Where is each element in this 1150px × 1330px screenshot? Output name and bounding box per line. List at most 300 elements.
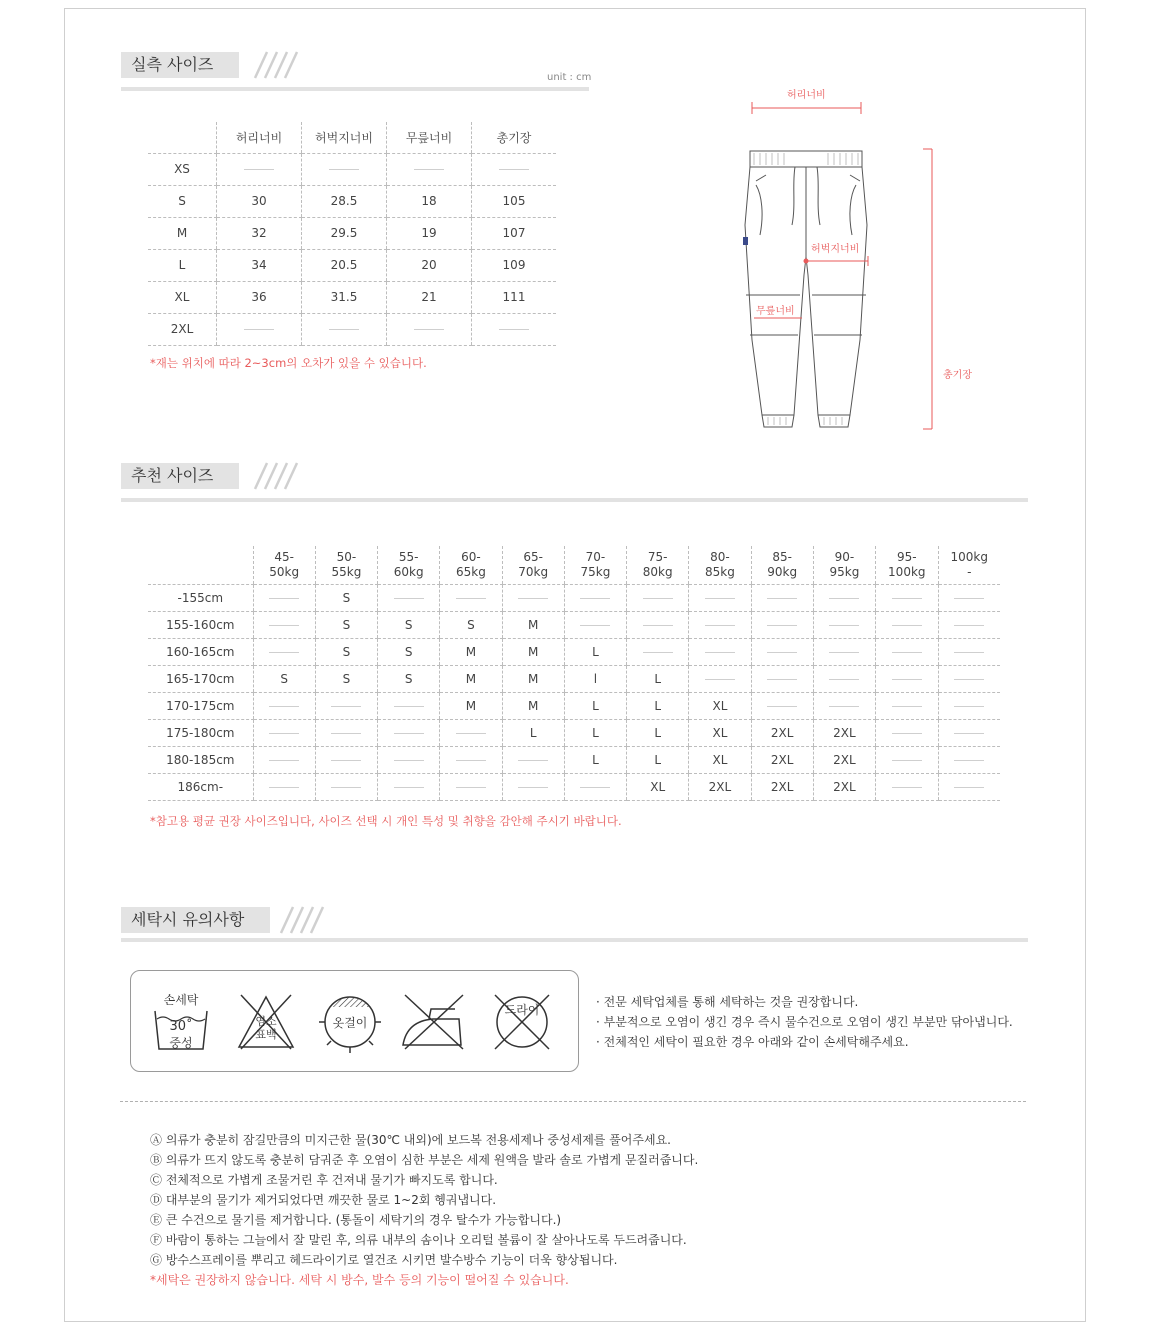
- measurement-note: *재는 위치에 따라 2~3cm의 오차가 있을 수 있습니다.: [150, 356, 427, 370]
- weight-header: [689, 546, 751, 584]
- table-row: [148, 217, 556, 249]
- table-cell: 29.5: [302, 217, 387, 249]
- empty-dash: [414, 329, 444, 330]
- table-cell: [440, 719, 502, 746]
- table-cell: 2XL: [689, 773, 751, 800]
- weight-header-line: 75kg: [580, 564, 611, 579]
- pants-diagram: [740, 85, 980, 435]
- step-e: Ⓔ 큰 수건으로 물기를 제거합니다. (통돌이 세탁기의 경우 탈수가 가능합니다.): [150, 1213, 562, 1227]
- empty-dash: [518, 760, 548, 761]
- table-cell: 155-160cm: [148, 611, 253, 638]
- empty-dash: [829, 625, 859, 626]
- empty-dash: [456, 598, 486, 599]
- table-cell: XL: [689, 692, 751, 719]
- empty-dash: [954, 679, 984, 680]
- slash-decoration-icon: [233, 48, 303, 82]
- table-cell: [689, 665, 751, 692]
- section-title: 추천 사이즈: [121, 463, 239, 489]
- table-cell: [472, 313, 557, 345]
- table-cell: 180-185cm: [148, 746, 253, 773]
- weight-header-line: 80kg: [642, 564, 673, 579]
- table-cell: M: [502, 665, 564, 692]
- handwash-neutral-label: 중성: [169, 1036, 193, 1050]
- table-cell: 2XL: [813, 746, 875, 773]
- unit-label: unit : cm: [547, 72, 592, 83]
- weight-header-line: 95kg: [829, 564, 860, 579]
- table-row: [148, 249, 556, 281]
- table-cell: [876, 692, 938, 719]
- empty-dash: [829, 652, 859, 653]
- table-cell: [751, 611, 813, 638]
- table-cell: XL: [148, 281, 217, 313]
- no-iron-icon: [399, 991, 469, 1053]
- table-cell: S: [253, 665, 315, 692]
- table-cell: 36: [217, 281, 302, 313]
- weight-header: [253, 546, 315, 584]
- measurement-table: [148, 122, 556, 346]
- thigh-label: 허벅지너비: [811, 244, 860, 255]
- table-cell: [813, 692, 875, 719]
- weight-header: [938, 546, 1000, 584]
- empty-dash: [329, 329, 359, 330]
- table-cell: [302, 313, 387, 345]
- no-dry-clean-icon: [489, 989, 555, 1055]
- table-cell: 160-165cm: [148, 638, 253, 665]
- table-cell: S: [148, 185, 217, 217]
- empty-dash: [705, 679, 735, 680]
- table-cell: [627, 611, 689, 638]
- table-cell: [148, 546, 253, 584]
- table-cell: S: [440, 611, 502, 638]
- table-cell: L: [627, 665, 689, 692]
- table-cell: [876, 638, 938, 665]
- weight-header-line: 100kg: [950, 549, 988, 564]
- empty-dash: [269, 787, 299, 788]
- table-cell: [689, 611, 751, 638]
- empty-dash: [643, 652, 673, 653]
- table-cell: M: [502, 692, 564, 719]
- table-cell: [502, 584, 564, 611]
- empty-dash: [767, 706, 797, 707]
- table-header-row: [148, 122, 556, 153]
- table-cell: [627, 638, 689, 665]
- step-f: Ⓕ 바람이 통하는 그늘에서 잘 말린 후, 의류 내부의 솜이나 오리털 볼륨이 잘 살아나도록 두드려줍니다.: [150, 1233, 687, 1247]
- weight-header: [564, 546, 626, 584]
- table-cell: 2XL: [751, 773, 813, 800]
- table-cell: 186cm-: [148, 773, 253, 800]
- empty-dash: [892, 787, 922, 788]
- table-cell: 105: [472, 185, 557, 217]
- table-cell: [378, 719, 440, 746]
- empty-dash: [518, 598, 548, 599]
- table-cell: [876, 719, 938, 746]
- empty-dash: [767, 625, 797, 626]
- table-cell: L: [502, 719, 564, 746]
- table-cell: [813, 611, 875, 638]
- empty-dash: [456, 787, 486, 788]
- empty-dash: [954, 625, 984, 626]
- section-rule: [121, 938, 1028, 942]
- table-cell: [876, 611, 938, 638]
- empty-dash: [329, 169, 359, 170]
- table-cell: [315, 746, 377, 773]
- table-cell: -155cm: [148, 584, 253, 611]
- table-cell: [564, 773, 626, 800]
- empty-dash: [244, 169, 274, 170]
- table-cell: S: [378, 638, 440, 665]
- weight-header-line: 50-: [336, 549, 357, 564]
- table-cell: L: [627, 746, 689, 773]
- care-tip: · 부분적으로 오염이 생긴 경우 즉시 물수건으로 오염이 생긴 부분만 닦아냅니다.: [596, 1015, 1013, 1029]
- slash-decoration-icon: [233, 459, 303, 493]
- table-cell: 111: [472, 281, 557, 313]
- section-title: 세탁시 유의사항: [121, 907, 270, 933]
- table-cell: [751, 692, 813, 719]
- table-cell: XL: [689, 719, 751, 746]
- table-cell: 총기장: [472, 122, 557, 153]
- table-cell: [564, 611, 626, 638]
- empty-dash: [414, 169, 444, 170]
- table-cell: [315, 773, 377, 800]
- empty-dash: [269, 760, 299, 761]
- table-cell: [813, 665, 875, 692]
- step-a: Ⓐ 의류가 충분히 잠길만큼의 미지근한 물(30℃ 내외)에 보드복 전용세제나 중성세제를 풀어주세요.: [150, 1133, 671, 1147]
- table-cell: L: [564, 719, 626, 746]
- empty-dash: [892, 760, 922, 761]
- table-cell: 175-180cm: [148, 719, 253, 746]
- weight-header-line: 70-: [585, 549, 606, 564]
- slash-decoration-icon: [259, 903, 329, 937]
- table-cell: [938, 692, 1000, 719]
- weight-header-line: 60-: [461, 549, 481, 564]
- weight-header: [813, 546, 875, 584]
- recommended-size-table: [148, 546, 1000, 801]
- table-row: [148, 153, 556, 185]
- empty-dash: [331, 706, 361, 707]
- table-cell: [938, 611, 1000, 638]
- table-cell: M: [440, 665, 502, 692]
- section-title: 실측 사이즈: [121, 52, 239, 78]
- empty-dash: [767, 679, 797, 680]
- empty-dash: [499, 169, 529, 170]
- care-icons-box: [130, 970, 579, 1072]
- table-cell: 20: [387, 249, 472, 281]
- length-label: 총기장: [943, 370, 972, 381]
- hanger-dry-icon: [317, 989, 383, 1055]
- empty-dash: [705, 652, 735, 653]
- empty-dash: [394, 598, 424, 599]
- weight-header: [876, 546, 938, 584]
- table-cell: [938, 665, 1000, 692]
- weight-header-line: 50kg: [269, 564, 300, 579]
- handwash-icon: [149, 989, 213, 1055]
- section-rule: [121, 87, 589, 91]
- washing-steps: [150, 1130, 698, 1290]
- washing-warning: *세탁은 권장하지 않습니다. 세탁 시 방수, 발수 등의 기능이 떨어질 수 있습니다.: [150, 1273, 569, 1287]
- table-cell: [217, 153, 302, 185]
- empty-dash: [954, 787, 984, 788]
- table-cell: [876, 746, 938, 773]
- table-cell: [751, 638, 813, 665]
- empty-dash: [580, 598, 610, 599]
- recommended-note: *참고용 평균 권장 사이즈입니다, 사이즈 선택 시 개인 특성 및 취향을 감안해 주시기 바랍니다.: [150, 814, 622, 828]
- step-c: Ⓒ 전체적으로 가볍게 조물거린 후 건져내 물기가 빠지도록 합니다.: [150, 1173, 498, 1187]
- table-cell: l: [564, 665, 626, 692]
- table-cell: [315, 719, 377, 746]
- table-cell: [440, 773, 502, 800]
- weight-header-line: 55kg: [331, 564, 362, 579]
- table-cell: L: [564, 746, 626, 773]
- table-cell: 2XL: [813, 719, 875, 746]
- empty-dash: [892, 625, 922, 626]
- empty-dash: [580, 787, 610, 788]
- table-cell: 34: [217, 249, 302, 281]
- table-cell: [502, 773, 564, 800]
- table-cell: L: [627, 719, 689, 746]
- table-row: [148, 185, 556, 217]
- step-g: Ⓖ 방수스프레이를 뿌리고 헤드라이기로 열건조 시키면 발수방수 기능이 더욱 향상됩니다.: [150, 1253, 618, 1267]
- table-cell: [148, 122, 217, 153]
- care-tip: · 전체적인 세탁이 필요한 경우 아래와 같이 손세탁해주세요.: [596, 1035, 909, 1049]
- empty-dash: [954, 760, 984, 761]
- empty-dash: [954, 733, 984, 734]
- table-cell: S: [315, 584, 377, 611]
- table-cell: L: [627, 692, 689, 719]
- empty-dash: [829, 598, 859, 599]
- empty-dash: [518, 787, 548, 788]
- bleach-label: 표백: [255, 1028, 277, 1041]
- empty-dash: [269, 652, 299, 653]
- empty-dash: [394, 706, 424, 707]
- empty-dash: [705, 625, 735, 626]
- table-cell: L: [148, 249, 217, 281]
- table-cell: [938, 584, 1000, 611]
- table-cell: L: [564, 692, 626, 719]
- weight-header-line: 85kg: [705, 564, 735, 579]
- table-row: [148, 584, 1000, 611]
- weight-header: [751, 546, 813, 584]
- table-cell: 2XL: [751, 746, 813, 773]
- care-tip: · 전문 세탁업체를 통해 세탁하는 것을 권장합니다.: [596, 995, 859, 1009]
- table-cell: M: [502, 638, 564, 665]
- table-cell: [302, 153, 387, 185]
- weight-header-line: 55-: [398, 549, 419, 564]
- weight-header-line: 90kg: [767, 564, 798, 579]
- table-row: [148, 313, 556, 345]
- table-cell: M: [440, 638, 502, 665]
- table-cell: 28.5: [302, 185, 387, 217]
- weight-header-line: 65kg: [456, 564, 486, 579]
- table-cell: [938, 773, 1000, 800]
- table-cell: [813, 638, 875, 665]
- table-cell: XL: [627, 773, 689, 800]
- empty-dash: [892, 652, 922, 653]
- table-cell: [751, 665, 813, 692]
- weight-header: [378, 546, 440, 584]
- table-cell: [938, 746, 1000, 773]
- weight-header-line: 60kg: [393, 564, 424, 579]
- table-cell: [689, 638, 751, 665]
- empty-dash: [954, 652, 984, 653]
- table-cell: M: [148, 217, 217, 249]
- table-cell: [253, 746, 315, 773]
- table-cell: [378, 746, 440, 773]
- table-cell: S: [315, 638, 377, 665]
- table-cell: [378, 773, 440, 800]
- table-cell: L: [564, 638, 626, 665]
- handwash-label: 손세탁: [163, 993, 199, 1007]
- table-cell: [440, 746, 502, 773]
- table-cell: [813, 584, 875, 611]
- bleach-label: 염소: [255, 1015, 277, 1028]
- table-cell: [751, 584, 813, 611]
- table-cell: [378, 584, 440, 611]
- table-cell: [938, 638, 1000, 665]
- step-d: Ⓓ 대부분의 물기가 제거되었다면 깨끗한 물로 1~2회 헹궈냅니다.: [150, 1193, 497, 1207]
- weight-header-line: 65-: [523, 549, 543, 564]
- table-cell: 165-170cm: [148, 665, 253, 692]
- table-cell: [387, 153, 472, 185]
- table-cell: 30: [217, 185, 302, 217]
- table-row: [148, 692, 1000, 719]
- table-cell: [253, 773, 315, 800]
- table-cell: [876, 665, 938, 692]
- table-cell: [440, 584, 502, 611]
- weight-header-line: 80-: [710, 549, 730, 564]
- weight-header-line: 85-: [772, 549, 792, 564]
- table-cell: [627, 584, 689, 611]
- table-cell: S: [315, 611, 377, 638]
- weight-header-line: 75-: [647, 549, 668, 564]
- table-header-row: [148, 546, 1000, 584]
- table-row: [148, 719, 1000, 746]
- table-cell: [876, 584, 938, 611]
- empty-dash: [269, 733, 299, 734]
- table-cell: [253, 638, 315, 665]
- table-cell: 31.5: [302, 281, 387, 313]
- table-cell: 170-175cm: [148, 692, 253, 719]
- waist-label: 허리너비: [787, 90, 826, 101]
- table-cell: [938, 719, 1000, 746]
- empty-dash: [767, 652, 797, 653]
- table-cell: 2XL: [813, 773, 875, 800]
- weight-header-line: 70kg: [518, 564, 549, 579]
- table-row: [148, 611, 1000, 638]
- table-row: [148, 281, 556, 313]
- table-row: [148, 746, 1000, 773]
- table-row: [148, 638, 1000, 665]
- table-cell: XL: [689, 746, 751, 773]
- weight-header-line: -: [967, 564, 972, 579]
- empty-dash: [705, 598, 735, 599]
- table-cell: S: [378, 611, 440, 638]
- weight-header-line: 45-: [274, 549, 294, 564]
- table-cell: 2XL: [751, 719, 813, 746]
- table-cell: [876, 773, 938, 800]
- table-cell: M: [502, 611, 564, 638]
- empty-dash: [892, 706, 922, 707]
- empty-dash: [269, 598, 299, 599]
- dry-label: 드라이: [504, 1003, 540, 1017]
- empty-dash: [331, 733, 361, 734]
- empty-dash: [829, 706, 859, 707]
- table-cell: 21: [387, 281, 472, 313]
- weight-header-line: 95-: [896, 549, 917, 564]
- table-cell: [217, 313, 302, 345]
- hanger-label: 옷걸이: [332, 1016, 368, 1030]
- empty-dash: [331, 787, 361, 788]
- empty-dash: [954, 598, 984, 599]
- weight-header: [627, 546, 689, 584]
- empty-dash: [394, 733, 424, 734]
- weight-header-line: 90-: [834, 549, 855, 564]
- weight-header: [315, 546, 377, 584]
- empty-dash: [767, 598, 797, 599]
- table-cell: 허리너비: [217, 122, 302, 153]
- empty-dash: [394, 787, 424, 788]
- table-cell: [472, 153, 557, 185]
- empty-dash: [954, 706, 984, 707]
- table-cell: [564, 584, 626, 611]
- table-cell: [387, 313, 472, 345]
- table-cell: 32: [217, 217, 302, 249]
- table-row: [148, 773, 1000, 800]
- table-cell: 109: [472, 249, 557, 281]
- table-cell: S: [378, 665, 440, 692]
- table-cell: 20.5: [302, 249, 387, 281]
- table-cell: [253, 692, 315, 719]
- table-cell: S: [315, 665, 377, 692]
- table-cell: [253, 584, 315, 611]
- weight-header-line: 100kg: [888, 564, 926, 579]
- table-cell: 19: [387, 217, 472, 249]
- empty-dash: [892, 679, 922, 680]
- table-cell: [315, 692, 377, 719]
- weight-header: [440, 546, 502, 584]
- table-cell: [689, 584, 751, 611]
- step-b: Ⓑ 의류가 뜨지 않도록 충분히 담궈준 후 오염이 심한 부분은 세제 원액을 발라 솔로 가볍게 문질러줍니다.: [150, 1153, 699, 1167]
- table-cell: 무릎너비: [387, 122, 472, 153]
- table-cell: 허벅지너비: [302, 122, 387, 153]
- empty-dash: [643, 625, 673, 626]
- empty-dash: [331, 760, 361, 761]
- empty-dash: [244, 329, 274, 330]
- weight-header: [502, 546, 564, 584]
- table-cell: 18: [387, 185, 472, 217]
- table-cell: [502, 746, 564, 773]
- handwash-temp: 30˚: [169, 1019, 193, 1034]
- empty-dash: [269, 625, 299, 626]
- knee-label: 무릎너비: [756, 306, 795, 317]
- table-row: [148, 665, 1000, 692]
- table-cell: XS: [148, 153, 217, 185]
- table-cell: [378, 692, 440, 719]
- care-tips: [596, 992, 1013, 1052]
- divider: [120, 1101, 1026, 1102]
- table-cell: 2XL: [148, 313, 217, 345]
- empty-dash: [643, 598, 673, 599]
- table-cell: 107: [472, 217, 557, 249]
- section-rule: [121, 498, 1028, 502]
- empty-dash: [829, 679, 859, 680]
- table-cell: M: [440, 692, 502, 719]
- empty-dash: [580, 625, 610, 626]
- empty-dash: [499, 329, 529, 330]
- empty-dash: [456, 733, 486, 734]
- empty-dash: [892, 733, 922, 734]
- empty-dash: [269, 706, 299, 707]
- empty-dash: [892, 598, 922, 599]
